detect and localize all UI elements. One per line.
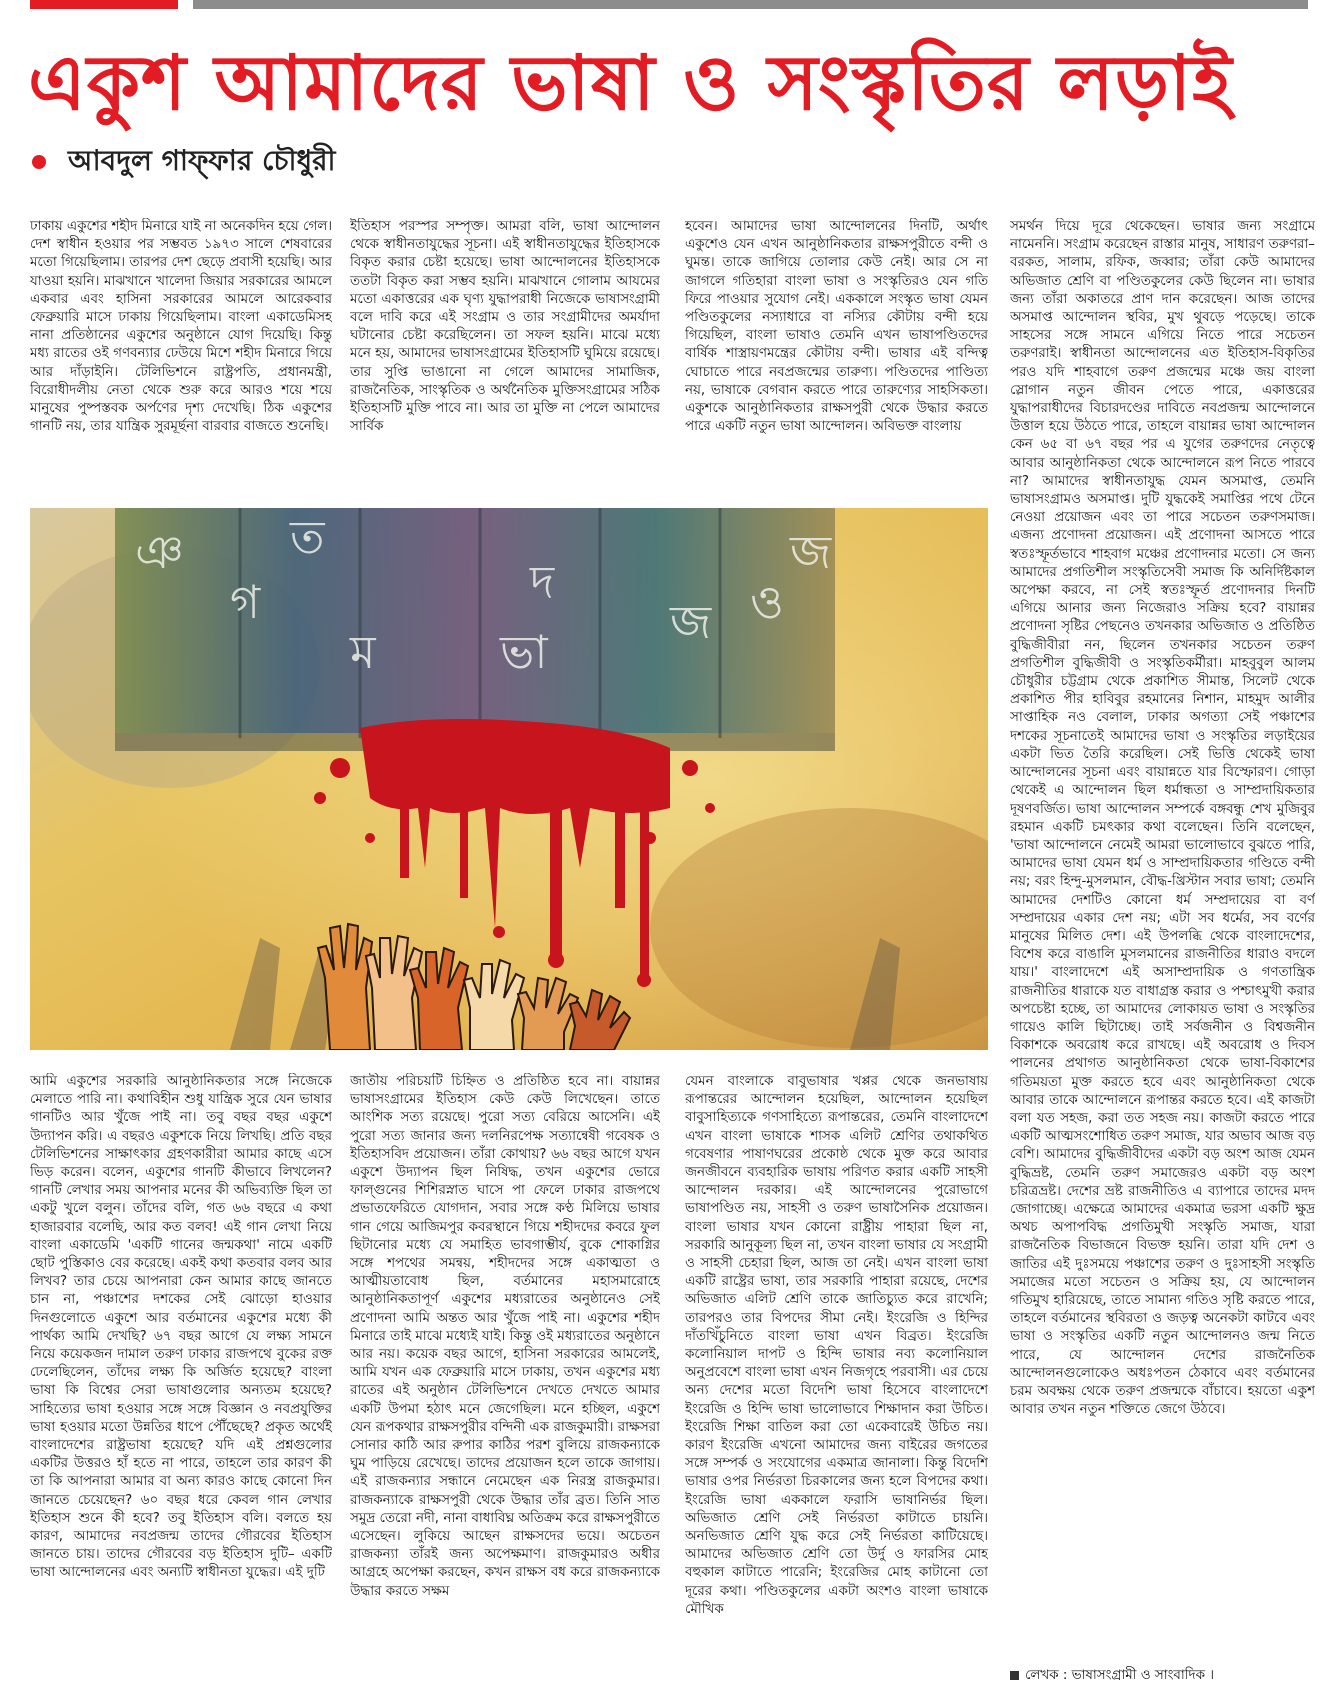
art-letter: জ xyxy=(670,595,712,649)
art-letter: জ xyxy=(790,525,832,579)
paragraph: যেমন বাংলাকে বাবুভাষার খপ্পর থেকে জনভাষায় রূপান্তরের আন্দোলন হয়েছিল, আন্দোলন হয়েছিল বাবুসাহিত্যকে গণসাহিত্যে রূপান্তরের, তেমনি বাংলাদেশে এখন বাংলা ভাষাকে শাসক এলিট শ্রেণির তথাকথিত গবেষণার পাষাণঘরের প্রকোষ্ঠ থেকে মুক্ত করে আবার জনজীবনে ব্যবহারিক ভাষায় পরিণত করার একটি সাহসী আন্দোলন দরকার। এই আন্দোলনের পুরোভাগে ভাষাপণ্ডিত নয়, সাহসী ও তরুণ ভাষাসৈনিক প্রয়োজন। বাংলা ভাষার যখন কোনো রাষ্ট্রীয় পাহারা ছিল না, সরকারি আনুকূল্য ছিল না, তখন বাংলা ভাষার যে সংগ্রামী ও সাহসী চেহারা ছিল, আজ তা নেই। এখন বাংলা ভাষা একটি রাষ্ট্রের ভাষা, তার সরকারি পাহারা রয়েছে, দেশের অভিজাত এলিট শ্রেণি তাকে জাতিচ্যুত করে রাখেনি; তারপরও তার বিপদের সীমা নেই। ইংরেজি ও হিন্দির দাঁতখিঁচুনিতে বাংলা ভাষা এখন বিব্রত। ইংরেজি কলোনিয়াল দাপট ও হিন্দি ভাষার নব্য কলোনিয়াল অনুপ্রবেশে বাংলা ভাষা এখন নিজগৃহে পরবাসী। এর চেয়ে অন্য দেশের মতো বিদেশি ভাষা হিসেবে বাংলাদেশে ইংরেজি ও হিন্দি ভাষা ভালোভাবে শিক্ষাদান করা উচিত। ইংরেজি শিক্ষা বাতিল করা তো একেবারেই উচিত নয়। কারণ ইংরেজি এখনো আমাদের জন্য বাইরের জগতের সঙ্গে সম্পর্ক ও সংযোগের একমাত্র জানালা। কিন্তু বিদেশি ভাষার ওপর নির্ভরতা চিরকালের জন্য হলে বিপদের কথা। ইংরেজি ভাষা এককালে ফরাসি ভাষানির্ভর ছিল। অভিজাত শ্রেণি সেই নির্ভরতা কাটাতে চায়নি। অনভিজাত শ্রেণি যুদ্ধ করে সেই নির্ভরতা কাটিয়েছে। আমাদের অভিজাত শ্রেণি তো উর্দু ও ফারসির মোহ বহুকাল কাটাতে পারেনি; ইংরেজির মোহ কাটানো তো দূরের কথা। পণ্ডিতকুলের একটা অংশও বাংলা ভাষাকে মৌখিক xyxy=(685,1074,988,1617)
article-column-1-bottom xyxy=(30,1073,332,1685)
article-column-4 xyxy=(1010,218,1315,1663)
art-letter: ম xyxy=(350,625,376,679)
art-letter: গ xyxy=(230,575,261,629)
article-column-2-top xyxy=(350,218,660,498)
byline xyxy=(32,140,336,184)
headline: একুশ আমাদের ভাষা ও সংস্কৃতির লড়াই xyxy=(28,38,1233,127)
art-letter: ত xyxy=(290,510,325,564)
paragraph: জাতীয় পরিচয়টি চিহ্নিত ও প্রতিষ্ঠিত হবে না। বায়ান্নর ভাষাসংগ্রামের ইতিহাস কেউ কেউ লিখেছেন। তাতে আংশিক সত্য রয়েছে। পুরো সত্য বেরিয়ে আসেনি। এই পুরো সত্য জানার জন্য দলনিরপেক্ষ সত্যান্বেষী গবেষক ও ইতিহাসবিদ প্রয়োজন। তাঁরা কোথায়? ৬৬ বছর আগে যখন একুশে উদ্যাপন ছিল নিষিদ্ধ, তখন একুশের ভোরে ফাল্গুনের শিশিরস্নাত ঘাসে পা ফেলে ঢাকার রাজপথে প্রভাতফেরিতে যোগদান, সবার সঙ্গে কণ্ঠ মিলিয়ে ভাষার গান গেয়ে আজিমপুর কবরস্থানে গিয়ে শহীদদের কবরে ফুল ছিটানোর মধ্যে যে সমাহিত ভাবগাম্ভীর্য, বুকে শোকাগ্নির সঙ্গে শপথের সমন্বয়, শহীদদের সঙ্গে একাত্মতা ও আত্মীয়তাবোধ ছিল, বর্তমানের মহাসমারোহে আনুষ্ঠানিকতাপূর্ণ একুশের মধ্যরাতের অনুষ্ঠানেও সেই প্রণোদনা আমি অন্তত আর খুঁজে পাই না। একুশের শহীদ মিনারে তাই মাঝে মধ্যেই যাই। কিন্তু ওই মধ্যরাতের অনুষ্ঠানে আর নয়। কয়েক বছর আগে, হাসিনা সরকারের আমলেই, আমি যখন এক ফেব্রুয়ারি মাসে ঢাকায়, তখন একুশের মধ্য রাতের এই অনুষ্ঠান টেলিভিশনে দেখতে দেখতে আমার একটি উপমা হঠাৎ মনে জেগেছিল। মনে হচ্ছিল, একুশে যেন রূপকথার রাক্ষসপুরীর বন্দিনী এক রাজকুমারী। রাক্ষসরা সোনার কাঠি আর রুপার কাঠির পরশ বুলিয়ে রাজকন্যাকে ঘুম পাড়িয়ে রেখেছে। তাদের প্রয়োজন হলে তাকে জাগায়। এই রাজকন্যার সন্ধানে নেমেছেন এক নিরস্ত্র রাজকুমার। রাজকন্যাকে রাক্ষসপুরী থেকে উদ্ধার তাঁর ব্রত। তিনি সাত সমুদ্র তেরো নদী, নানা বাধাবিঘ্ন অতিক্রম করে রাক্ষসপুরীতে এসেছেন। লুকিয়ে আছেন রাক্ষসদের ভয়ে। অচেতন রাজকন্যা তাঁরই জন্য অপেক্ষমাণ। রাজকুমারও অধীর আগ্রহে অপেক্ষা করছেন, কখন রাক্ষস বধ করে রাজকন্যাকে উদ্ধার করতে সক্ষম xyxy=(350,1074,660,1599)
author-name: আবদুল গাফ্‌ফার চৌধুরী xyxy=(68,143,336,177)
author-note-text: লেখক : ভাষাসংগ্রামী ও সাংবাদিক । xyxy=(1025,1668,1214,1683)
article-column-3-bottom xyxy=(685,1073,988,1685)
illustration xyxy=(30,508,988,1050)
paragraph: হবেন। আমাদের ভাষা আন্দোলনের দিনটি, অর্থাৎ একুশেও যেন এখন আনুষ্ঠানিকতার রাক্ষসপুরীতে বন্দী ও ঘুমন্ত। তাকে জাগিয়ে তোলার কেউ নেই। আর সে না জাগলে গতিহারা বাংলা ভাষা ও সংস্কৃতিরও যেন গতি ফিরে পাওয়ার সুযোগ নেই। এককালে সংস্কৃত ভাষা যেমন পণ্ডিতকুলের নস্যাধারে বা নস্যির কৌটায় বন্দী হয়ে গিয়েছিল, বাংলা ভাষাও তেমনি এখন ভাষাপণ্ডিতদের বার্ষিক শাস্ত্রায়ণমন্ত্রের কৌটায় বন্দী। ভাষার এই বন্দিত্ব ঘোচাতে পারে নবপ্রজন্মের তারুণ্য। পণ্ডিতদের পাণ্ডিত্য নয়, ভাষাকে বেগবান করতে পারে তারুণ্যের সাহসিকতা। একুশকে আনুষ্ঠানিকতার রাক্ষসপুরী থেকে উদ্ধার করতে পারে একটি নতুন ভাষা আন্দোলন। অবিভক্ত বাংলায় xyxy=(685,219,988,435)
art-letter: ও xyxy=(750,575,784,629)
illustration-artwork xyxy=(30,508,988,1050)
art-letter: দ xyxy=(530,555,555,609)
article-column-2-bottom xyxy=(350,1073,660,1685)
article-column-1-top xyxy=(30,218,332,498)
art-letter: ঞ xyxy=(135,525,184,579)
author-note xyxy=(1010,1665,1315,1687)
header-accent-bar xyxy=(30,0,178,9)
bullet-icon xyxy=(32,155,46,169)
paragraph: ইতিহাস পরস্পর সম্পৃক্ত। আমরা বলি, ভাষা আন্দোলন থেকে স্বাধীনতাযুদ্ধের সূচনা। এই স্বাধীনতাযুদ্ধের ইতিহাসকে বিকৃত করার চেষ্টা হয়েছে। ভাষা আন্দোলনের ইতিহাসকে ততটা বিকৃত করা সম্ভব হয়নি। মাঝখানে গোলাম আযমের মতো একাত্তরের এক ঘৃণ্য যুদ্ধাপরাধী নিজেকে ভাষাসংগ্রামী বলে দাবি করে এই সংগ্রাম ও তার সংগ্রামীদের অমর্যাদা ঘটানোর চেষ্টা করেছিলেন। তা সফল হয়নি। মাঝে মধ্যে মনে হয়, আমাদের ভাষাসংগ্রামের ইতিহাসটি ঘুমিয়ে রয়েছে। তার সুপ্তি ভাঙানো না গেলে আমাদের সামাজিক, রাজনৈতিক, সাংস্কৃতিক ও অর্থনৈতিক মুক্তিসংগ্রামের সঠিক ইতিহাসটি মুক্তি পাবে না। আর তা মুক্তি না পেলে আমাদের সার্বিক xyxy=(350,219,660,435)
paragraph: সমর্থন দিয়ে দূরে থেকেছেন। ভাষার জন্য সংগ্রামে নামেননি। সংগ্রাম করেছেন রাস্তার মানুষ, সাধারণ তরুণরা– বরকত, সালাম, রফিক, জব্বার; তাঁরা কেউ আমাদের অভিজাত শ্রেণি বা পণ্ডিতকুলের কেউ ছিলেন না। ভাষার জন্য তাঁরা অকাতরে প্রাণ দান করেছেন। আজ তাদের অসমাপ্ত আন্দোলন স্থবির, মুখ থুবড়ে পড়েছে। তাকে সাহসের সঙ্গে সামনে এগিয়ে নিতে পারে সচেতন তরুণরাই। স্বাধীনতা আন্দোলনের এত ইতিহাস-বিকৃতির পরও যদি শাহবাগে তরুণ প্রজন্মের মঞ্চে জয় বাংলা স্লোগান নতুন জীবন পেতে পারে, একাত্তরের যুদ্ধাপরাধীদের বিচারদণ্ডের দাবিতে নবপ্রজন্ম আন্দোলনে উত্তাল হয়ে উঠতে পারে, তাহলে বায়ান্নর ভাষা আন্দোলন কেন ৬৫ বা ৬৭ বছর পর এ যুগের তরুণদের নেতৃত্বে আবার আনুষ্ঠানিকতা থেকে আন্দোলনে রূপ নিতে পারবে না? আমাদের স্বাধীনতাযুদ্ধ যেমন অসমাপ্ত, তেমনি ভাষাসংগ্রামও অসমাপ্ত। দুটি যুদ্ধকেই সমাপ্তির পথে টেনে নেওয়া প্রয়োজন এবং তা পারে সচেতন তরুণসমাজ। এজন্য প্রণোদনা প্রয়োজন। এই প্রণোদনা আসতে পারে স্বতঃস্ফূর্তভাবে শাহবাগ মঞ্চের প্রণোদনার মতো। সে জন্য আমাদের প্রগতিশীল সংস্কৃতিসেবী সমাজ কি অনির্দিষ্টকাল অপেক্ষা করবে, না সেই স্বতঃস্ফূর্ত প্রণোদনার দিনটি এগিয়ে আনার জন্য নিজেরাও সক্রিয় হবে? বায়ান্নর প্রণোদনা সৃষ্টির পেছনেও তখনকার অভিজাত ও প্রতিষ্ঠিত বুদ্ধিজীবীরা নন, ছিলেন তখনকার সচেতন তরুণ প্রগতিশীল বুদ্ধিজীবী ও সংস্কৃতিকর্মীরা। মাহবুবুল আলম চৌধুরীর চট্টগ্রাম থেকে প্রকাশিত সীমান্ত, সিলেট থেকে প্রকাশিত পীর হাবিবুর রহমানের নিশান, মাহমুদ আলীর সাপ্তাহিক নও বেলাল, ঢাকার অগত্যা সেই পঞ্চাশের দশকের সূচনাতেই আমাদের ভাষা ও সংস্কৃতির লড়াইয়ের একটা ভিত তৈরি করেছিল। সেই ভিত্তি থেকেই ভাষা আন্দোলনের সূচনা এবং বায়ান্নতে যার বিস্ফোরণ। গোড়া থেকেই এ আন্দোলন ছিল ধর্মান্ধতা ও সাম্প্রদায়িকতার দূষণবর্জিত। ভাষা আন্দোলন সম্পর্কে বঙ্গবন্ধু শেখ মুজিবুর রহমান একটি চমৎকার কথা বলেছেন। তিনি বলেছেন, 'ভাষা আন্দোলনে নেমেই আমরা ভালোভাবে বুঝতে পারি, আমাদের ভাষা যেমন ধর্ম ও সাম্প্রদায়িকতার গণ্ডিতে বন্দী নয়; বরং হিন্দু-মুসলমান, বৌদ্ধ-খ্রিস্টান সবার ভাষা; তেমনি আমাদের দেশটিও কোনো ধর্ম সম্প্রদায়ের বা বর্ণ সম্প্রদায়ের একার দেশ নয়; এটা সব ধর্মের, সব বর্ণের মানুষের মিলিত দেশ। এই উপলব্ধি থেকে বাংলাদেশের, বিশেষ করে বাঙালি মুসলমানের রাজনীতির ধারাও বদলে যায়।' বাংলাদেশে এই অসাম্প্রদায়িক ও গণতান্ত্রিক রাজনীতির ধারাকে যত বাধাগ্রস্ত করার ও পশ্চাৎমুখী করার অপচেষ্টা হচ্ছে, তা আমাদের লোকায়ত ভাষা ও সংস্কৃতির গায়েও কালি ছিটাচ্ছে। তাই সর্বজনীন ও বিশ্বজনীন বিকাশকে অবরোধ করে রাখছে। এই অবরোধ ও দিবস পালনের প্রথাগত আনুষ্ঠানিকতা থেকে ভাষা-বিকাশের গতিময়তা মুক্ত করতে হবে এবং আনুষ্ঠানিকতা থেকে আবার তাকে আন্দোলনে রূপান্তর করতে হবে। এই কাজটা বলা যত সহজ, করা তত সহজ নয়। কাজটা করতে পারে একটি আত্মসংশোধিত তরুণ সমাজ, যার অভাব আজ বড় বেশি। আমাদের বুদ্ধিজীবীদের একটা বড় অংশ আজ যেমন বুদ্ধিভ্রষ্ট, তেমনি তরুণ সমাজেরও একটা বড় অংশ চরিত্রভ্রষ্ট। দেশের ভ্রষ্ট রাজনীতিও এ ব্যাপারে তাদের মদদ জোগাচ্ছে। এক্ষেত্রে আমাদের একমাত্র ভরসা একটি ক্ষুদ্র অথচ অপাপবিদ্ধ প্রগতিমুখী সংস্কৃতি সমাজ, যারা রাজনৈতিক বিভাজনে বিভক্ত হয়নি। তারা যদি দেশ ও জাতির এই দুঃসময়ে পঞ্চাশের তরুণ ও দুঃসাহসী সংস্কৃতি সমাজের মতো সচেতন ও সক্রিয় হয়, যে আন্দোলন গতিমুখ হারিয়েছে, তাতে সামান্য গতিও সৃষ্টি করতে পারে, তাহলে বর্তমানের স্থবিরতা ও জড়ত্ব অনেকটা কাটবে এবং ভাষা ও সংস্কৃতির একটি নতুন আন্দোলনও জন্ম নিতে পারে, যে আন্দোলন দেশের রাজনৈতিক আন্দোলনগুলোকেও অধঃপতন ঠেকাবে এবং বর্তমানের চরম অবক্ষয় থেকে তরুণ প্রজন্মকে বাঁচাবে। হয়তো একুশ আবার তখন নতুন শক্তিতে জেগে উঠবে। xyxy=(1010,219,1315,1418)
article-column-3-top xyxy=(685,218,988,498)
square-bullet-icon xyxy=(1010,1671,1019,1680)
header-rule xyxy=(193,0,1308,9)
paragraph: আমি একুশের সরকারি আনুষ্ঠানিকতার সঙ্গে নিজেকে মেলাতে পারি না। কথাবিহীন শুধু যান্ত্রিক সুরে যেন ভাষার গানটিও আর খুঁজে পাই না। তবু বছর বছর একুশে উদ্যাপন করি। এ বছরও একুশকে নিয়ে লিখছি। প্রতি বছর টেলিভিশনের সাক্ষাৎকার গ্রহণকারীরা আমার কাছে এসে ভিড় করেন। বলেন, একুশের গানটি কীভাবে লিখলেন? গানটি লেখার সময় আপনার মনের কী অভিব্যক্তি ছিল তা একটু খুলে বলুন। তাঁদের বলি, গত ৬৬ বছরে এ কথা হাজারবার বলেছি, আর কত বলব! এই গান লেখা নিয়ে বাংলা একাডেমি 'একটি গানের জন্মকথা' নামে একটি ছোট পুস্তিকাও বের করেছে। একই কথা কতবার বলব আর লিখব? তার চেয়ে আপনারা কেন আমার কাছে জানতে চান না, পঞ্চাশের দশকের সেই ঝোড়ো হাওয়ার দিনগুলোতে একুশে আর বর্তমানের একুশের মধ্যে কী পার্থক্য আমি দেখছি? ৬৭ বছর আগে যে লক্ষ্য সামনে নিয়ে কয়েকজন দামাল তরুণ ঢাকার রাজপথে বুকের রক্ত ঢেলেছিলেন, তাঁদের লক্ষ্য কি অর্জিত হয়েছে? বাংলা ভাষা কি বিশ্বের সেরা ভাষাগুলোর অন্যতম হয়েছে? সাহিত্যের ভাষা হওয়ার সঙ্গে সঙ্গে বিজ্ঞান ও নবপ্রযুক্তির ভাষা হওয়ার মতো উন্নতির ধাপে পৌঁছেছে? প্রকৃত অর্থেই বাংলাদেশের রাষ্ট্রভাষা হয়েছে? যদি এই প্রশ্নগুলোর একটির উত্তরও হাঁ হতে না পারে, তাহলে তার কারণ কী তা কি আপনারা আমার বা অন্য কারও কাছে কোনো দিন জানতে চেয়েছেন? ৬০ বছর ধরে কেবল গান লেখার ইতিহাস শুনে কী হবে? তবু ইতিহাস বলি। বলতে হয় কারণ, আমাদের নবপ্রজন্ম তাদের গৌরবের ইতিহাস জানতে চায়। তাদের গৌরবের বড় ইতিহাস দুটি– একটি ভাষা আন্দোলনের এবং অন্যটি স্বাধীনতা যুদ্ধের। এই দুটি xyxy=(30,1074,332,1581)
art-letter: ভা xyxy=(500,625,548,679)
paragraph: ঢাকায় একুশের শহীদ মিনারে যাই না অনেকদিন হয়ে গেল। দেশ স্বাধীন হওয়ার পর সম্ভবত ১৯৭৩ সালে শেষবারের মতো গিয়েছিলাম। তারপর দেশ ছেড়ে প্রবাসী হয়েছি। আর যাওয়া হয়নি। মাঝখানে খালেদা জিয়ার সরকারের আমলে একবার এবং হাসিনা সরকারের আমলে আরেকবার ফেব্রুয়ারি মাসে ঢাকায় গিয়েছিলাম। বাংলা একাডেমিসহ নানা প্রতিষ্ঠানের একুশের অনুষ্ঠানে যোগ দিয়েছি। কিন্তু মধ্য রাতের ওই গণবন্যার ঢেউয়ে মিশে শহীদ মিনারে গিয়ে আর দাঁড়াইনি। টেলিভিশনে রাষ্ট্রপতি, প্রধানমন্ত্রী, বিরোধীদলীয় নেতা থেকে শুরু করে আরও শয়ে শয়ে মানুষের পুষ্পস্তবক অর্পণের দৃশ্য দেখেছি। ঠিক একুশের গানটি নয়, তার যান্ত্রিক সুরমূর্ছনা বারবার বাজতে শুনেছি। xyxy=(30,219,332,435)
